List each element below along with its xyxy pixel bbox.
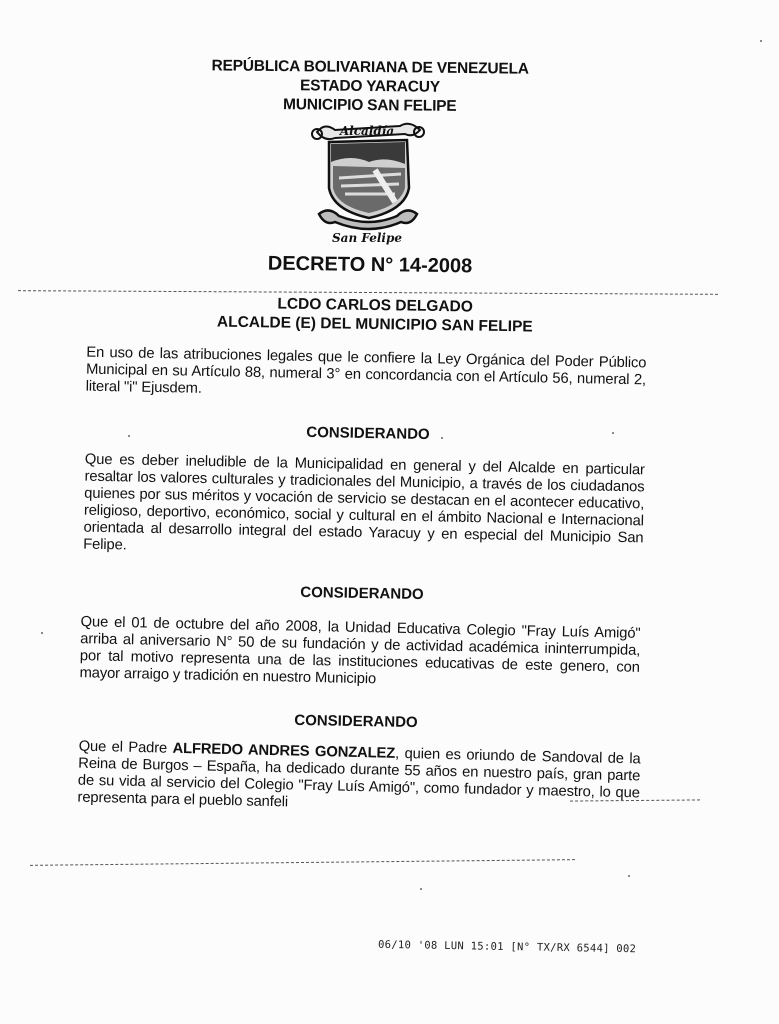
divider-line-bottom — [30, 859, 575, 866]
header-state: ESTADO YARACUY — [299, 77, 441, 96]
considerando-paragraph-3 — [77, 739, 640, 820]
fax-transmission-line: 06/10 '08 LUN 15:01 [N° TX/RX 6544] 002 — [377, 938, 637, 956]
municipal-seal-icon — [305, 118, 430, 248]
priest-name: ALFREDO ANDRES GONZALEZ — [172, 740, 396, 762]
paragraph-3-rest: , quien es oriundo de Sandoval de la Reina de Burgos – España, ha dedicado durante 55 años en nuestro país, gran parte de su vida al servicio del Colegio "Fray Luís Amigó", como fundador y maestro, lo que representa para el pueblo sanfeli — [77, 745, 641, 811]
paragraph-3-prefix: Que el Padre — [78, 738, 173, 757]
scan-speck — [420, 888, 422, 890]
header-country: REPÚBLICA BOLIVARIANA DE VENEZUELA — [211, 57, 529, 78]
considerando-heading-2: CONSIDERANDO — [300, 583, 424, 604]
scan-speck — [612, 432, 614, 434]
scan-speck — [41, 632, 43, 634]
official-position: ALCALDE (E) DEL MUNICIPIO SAN FELIPE — [216, 313, 533, 336]
divider-line-top — [18, 290, 718, 295]
seal-bottom-text: San Felipe — [332, 231, 402, 245]
decree-title: DECRETO N° 14-2008 — [267, 252, 473, 278]
header-municipality: MUNICIPIO SAN FELIPE — [283, 96, 457, 115]
considerando-heading-3: CONSIDERANDO — [294, 711, 418, 732]
considerando-heading-1: CONSIDERANDO — [306, 423, 430, 444]
scan-speck — [760, 40, 762, 42]
intro-paragraph: En uso de las atribuciones legales que le confiere la Ley Orgánica del Poder Público Municipal en su Artículo 88, numeral 3° en concordancia con el Artículo 56, numeral 2, literal "i" Ejusdem. — [85, 344, 647, 397]
considerando-paragraph-1: Que es deber ineludible de la Municipalidad en general y del Alcalde en particular resaltar los valores culturales y tradicionales del Municipio, a través de los ciudadanos quienes por sus méritos y vocación de servicio se destacan en el acontecer educativo, religioso, deportivo, económico, social y cultural en el ámbito Nacional e Internacional orientada al desarrollo integral del estado Yaracuy y en especial del Municipio San Felipe. — [83, 451, 645, 554]
scan-speck — [128, 435, 130, 437]
considerando-paragraph-2: Que el 01 de octubre del año 2008, la Unidad Educativa Colegio "Fray Luís Amigó" arriba al aniversario N° 50 de su fundación y de actividad académica ininterrumpida, por tal motivo representa una de las instituciones educativas de este genero, con mayor arraigo y tradición en nuestro Municipio — [79, 614, 641, 688]
official-block — [180, 293, 571, 337]
seal-top-text: Alcaldía — [339, 124, 395, 138]
scan-speck — [441, 437, 443, 439]
document-header — [170, 56, 571, 117]
scan-speck — [628, 875, 630, 877]
official-name: LCDO CARLOS DELGADO — [277, 295, 474, 316]
